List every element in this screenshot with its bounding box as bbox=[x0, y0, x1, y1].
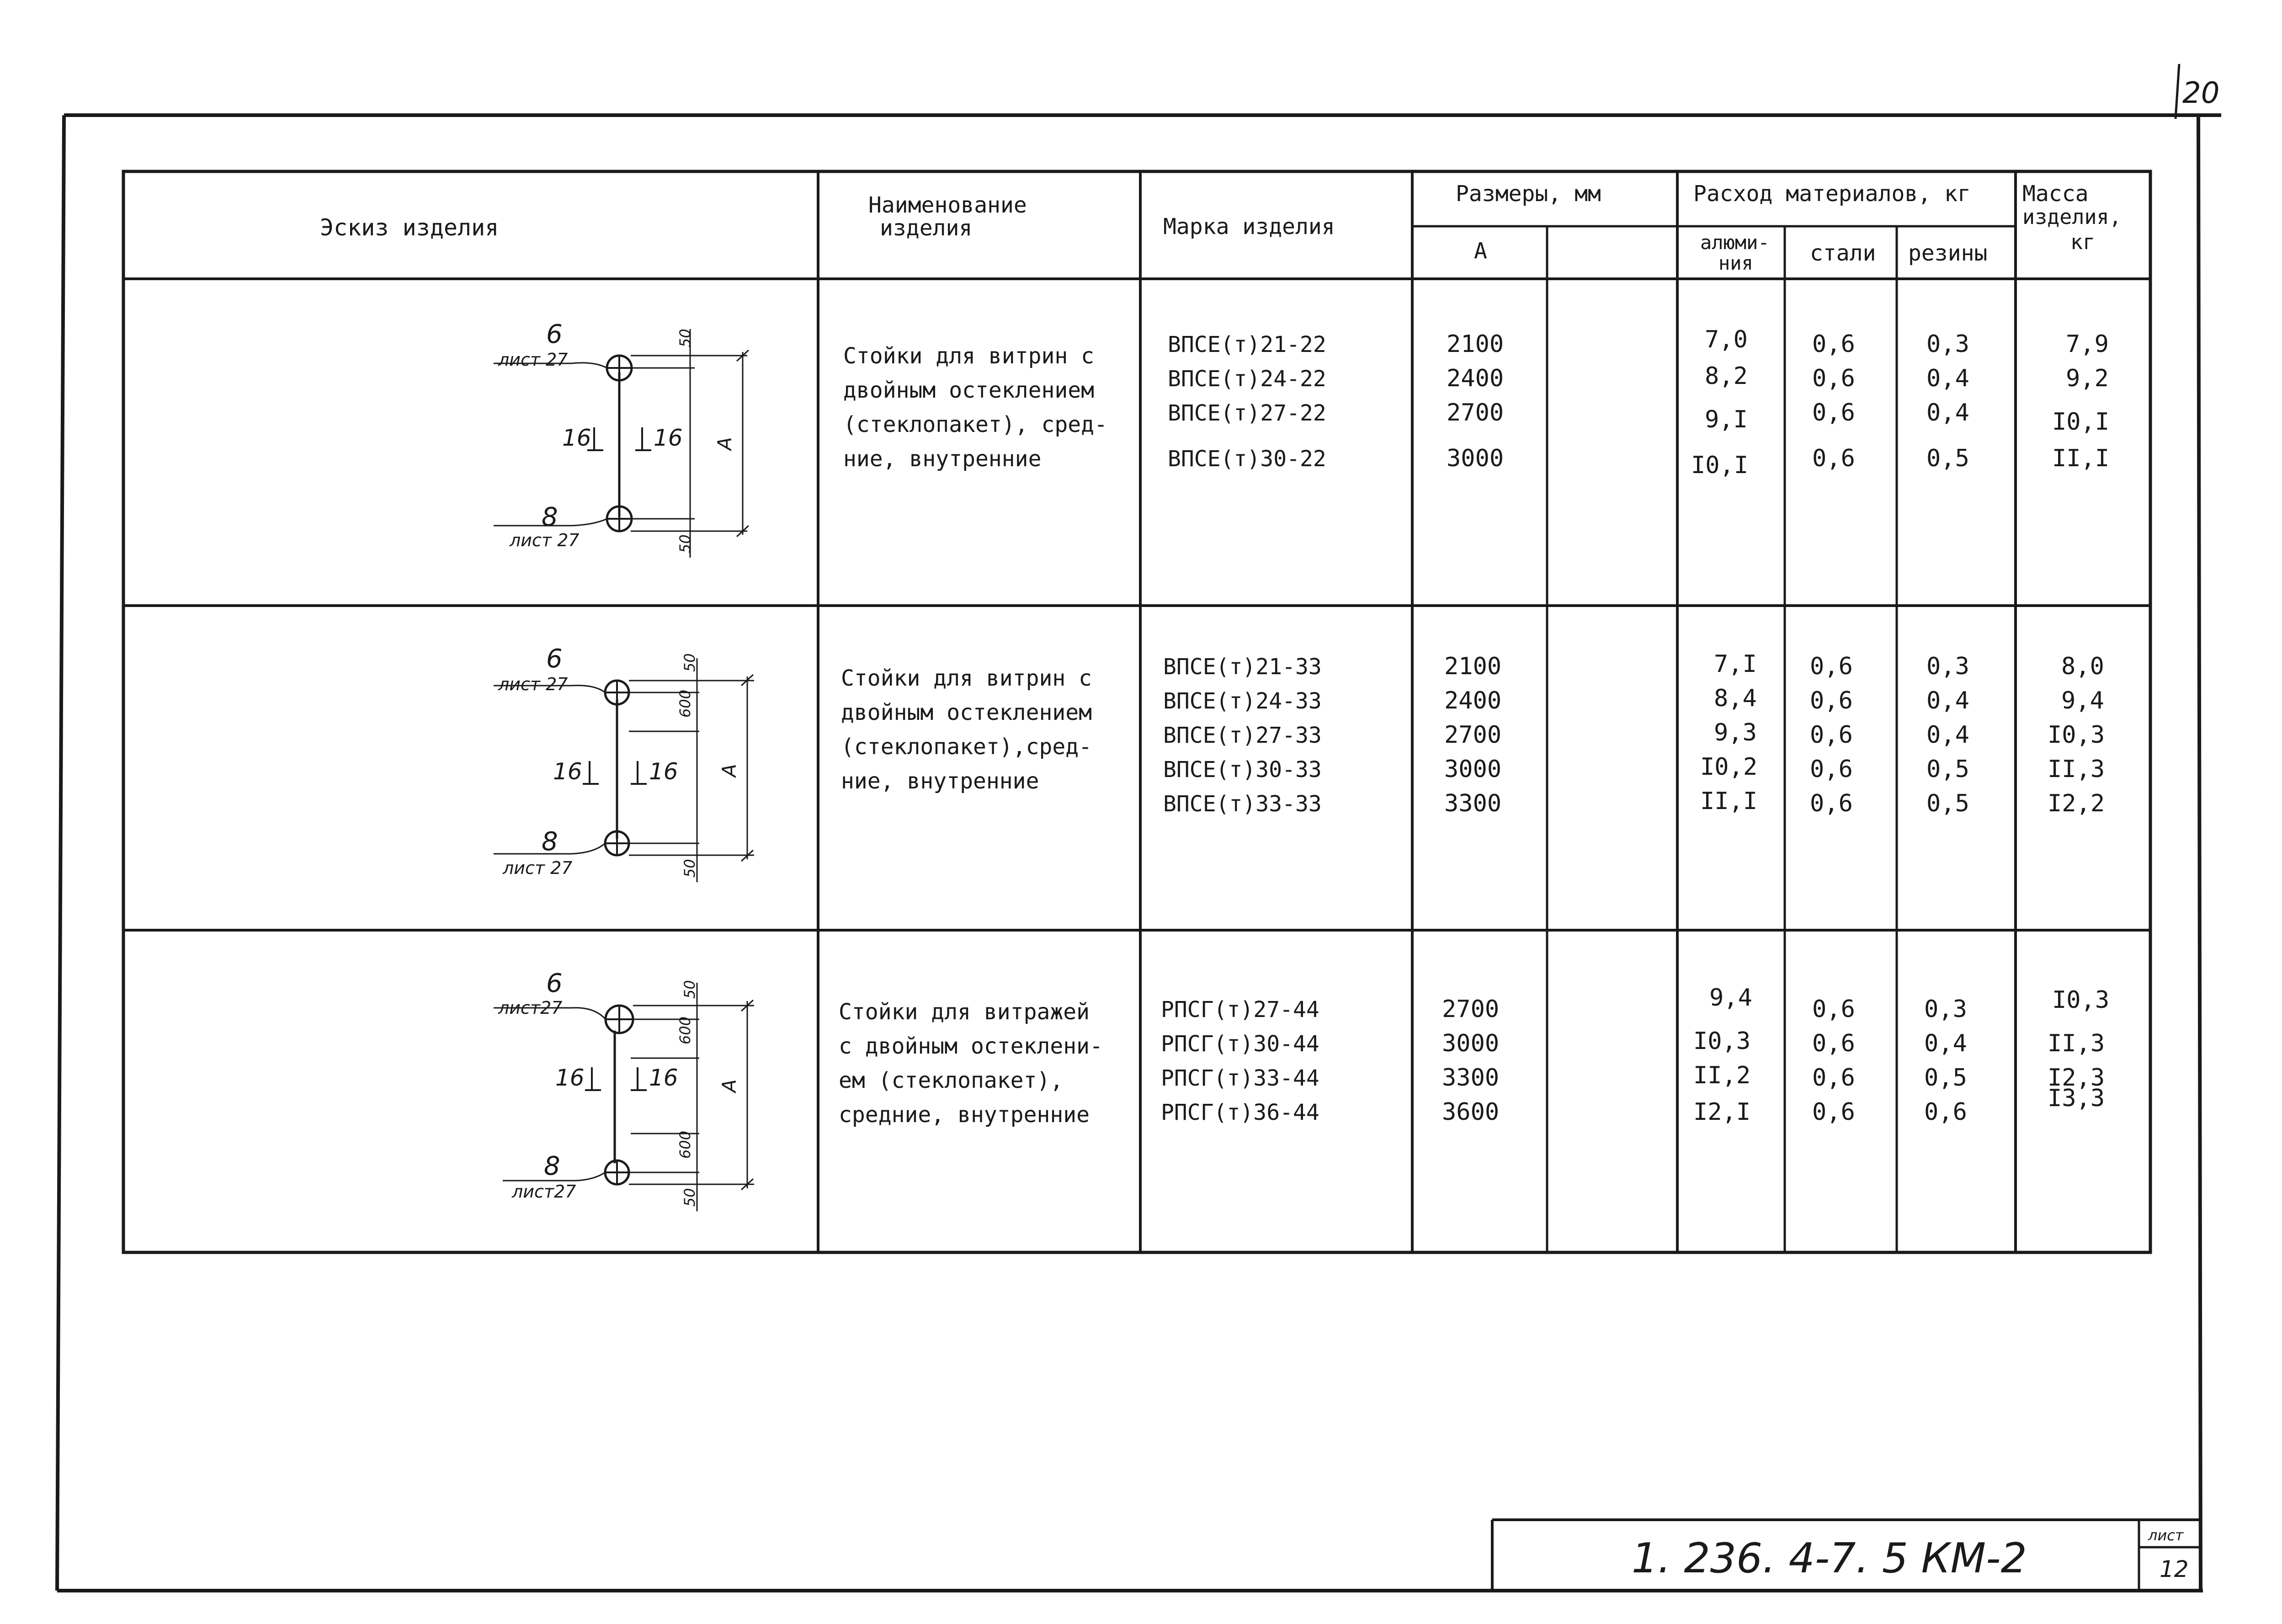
steel-cell: 0,6 bbox=[1810, 653, 1853, 680]
header-mark: Марка изделия bbox=[1163, 214, 1335, 240]
mass-cell: I0,3 bbox=[2048, 721, 2105, 749]
document-code: 1. 236. 4-7. 5 КМ-2 bbox=[1632, 1534, 2027, 1582]
sketch-top-ref: 6 bbox=[546, 969, 563, 998]
mark-cell: ВПСЕ(т)21-22 bbox=[1168, 332, 1326, 357]
mass-cell: I2,3 bbox=[2048, 1064, 2105, 1092]
sketch-dim-a: А bbox=[713, 437, 736, 450]
name-line: (стеклопакет), сред- bbox=[843, 412, 1107, 437]
alum-cell: 9,4 bbox=[1709, 984, 1752, 1012]
rubber-cell: 0,6 bbox=[1924, 1098, 1967, 1126]
header-alum-line1: алюми- bbox=[1700, 231, 1770, 254]
sheet-number: 12 bbox=[2160, 1556, 2189, 1582]
sketch-top-ref: 6 bbox=[546, 644, 563, 674]
header-size-a: А bbox=[1474, 238, 1487, 264]
steel-cell: 0,6 bbox=[1812, 399, 1855, 426]
sketch-bot-ref: 8 bbox=[542, 827, 558, 857]
sketch-bot-sheet: лист 27 bbox=[510, 530, 580, 550]
mark-cell: ВПСЕ(т)24-33 bbox=[1163, 688, 1322, 714]
alum-cell: 9,I bbox=[1705, 406, 1748, 433]
steel-cell: 0,6 bbox=[1810, 721, 1853, 749]
alum-cell: 7,I bbox=[1714, 650, 1757, 678]
name-line: Стойки для витражей bbox=[839, 999, 1090, 1025]
sketch-bot-sheet: лист 27 bbox=[503, 858, 573, 878]
sketch-top-sheet: лист 27 bbox=[498, 674, 568, 694]
rubber-cell: 0,5 bbox=[1926, 445, 1969, 472]
size-a-cell: 3300 bbox=[1442, 1064, 1500, 1092]
alum-cell: 7,0 bbox=[1705, 326, 1748, 353]
rubber-cell: 0,5 bbox=[1924, 1064, 1967, 1092]
mass-cell: II,3 bbox=[2048, 1030, 2105, 1057]
mark-cell: ВПСЕ(т)27-33 bbox=[1163, 723, 1322, 748]
mark-cell: РПСГ(т)36-44 bbox=[1161, 1100, 1319, 1125]
sketch-dim-bot: 50 bbox=[681, 1188, 698, 1207]
sketch-dim-top2: 600 bbox=[676, 1016, 694, 1044]
sketch-sec-right: 16 bbox=[654, 425, 683, 451]
rubber-cell: 0,5 bbox=[1926, 756, 1969, 783]
rubber-cell: 0,4 bbox=[1926, 365, 1969, 392]
mass-cell: I3,3 bbox=[2048, 1085, 2105, 1112]
header-name-line1: Наименование bbox=[868, 192, 1027, 218]
name-line: средние, внутренние bbox=[839, 1102, 1090, 1128]
steel-cell: 0,6 bbox=[1810, 687, 1853, 714]
sketch-top-sheet: лист27 bbox=[498, 998, 563, 1018]
alum-cell: I0,I bbox=[1691, 452, 1749, 479]
steel-cell: 0,6 bbox=[1812, 365, 1855, 392]
rubber-cell: 0,4 bbox=[1926, 721, 1969, 749]
mark-cell: ВПСЕ(т)24-22 bbox=[1168, 366, 1326, 392]
sketch-sec-right: 16 bbox=[649, 758, 678, 785]
sketch-bot-ref: 8 bbox=[544, 1151, 560, 1181]
mass-cell: 7,9 bbox=[2066, 330, 2109, 358]
size-a-cell: 2100 bbox=[1447, 330, 1504, 358]
size-a-cell: 3300 bbox=[1444, 790, 1502, 817]
sketch-row-3 bbox=[494, 969, 754, 1211]
rubber-cell: 0,3 bbox=[1924, 996, 1967, 1023]
rubber-cell: 0,5 bbox=[1926, 790, 1969, 817]
name-line: двойным остеклением bbox=[841, 700, 1092, 725]
mark-cell: ВПСЕ(т)30-33 bbox=[1163, 757, 1322, 783]
sketch-dim-bot2: 600 bbox=[676, 1130, 694, 1159]
mark-cell: ВПСЕ(т)30-22 bbox=[1168, 446, 1326, 472]
mark-cell: РПСГ(т)33-44 bbox=[1161, 1065, 1319, 1091]
size-a-cell: 2700 bbox=[1442, 996, 1500, 1023]
table-row-1 bbox=[843, 326, 2109, 479]
size-a-cell: 2700 bbox=[1447, 399, 1504, 426]
rubber-cell: 0,3 bbox=[1926, 653, 1969, 680]
name-line: ние, внутренние bbox=[841, 768, 1039, 794]
sketch-dim-bot: 50 bbox=[681, 859, 698, 878]
top-sheet-number: 20 bbox=[2182, 76, 2220, 110]
size-a-cell: 3000 bbox=[1444, 756, 1502, 783]
header-name-line2: изделия bbox=[880, 215, 973, 241]
mark-cell: РПСГ(т)30-44 bbox=[1161, 1031, 1319, 1057]
rubber-cell: 0,4 bbox=[1926, 399, 1969, 426]
name-line: ние, внутренние bbox=[843, 446, 1042, 472]
header-mass-line2: изделия, bbox=[2022, 205, 2122, 229]
sketch-dim-bot: 50 bbox=[676, 534, 694, 553]
steel-cell: 0,6 bbox=[1812, 1064, 1855, 1092]
header-sizes: Размеры, мм bbox=[1456, 181, 1601, 207]
rubber-cell: 0,3 bbox=[1926, 330, 1969, 358]
steel-cell: 0,6 bbox=[1812, 1098, 1855, 1126]
size-a-cell: 2400 bbox=[1447, 365, 1504, 392]
size-a-cell: 2400 bbox=[1444, 687, 1502, 714]
rubber-cell: 0,4 bbox=[1926, 687, 1969, 714]
sketch-row-2 bbox=[494, 644, 754, 882]
sheet-label: лист bbox=[2148, 1527, 2184, 1544]
mass-cell: 8,0 bbox=[2061, 653, 2104, 680]
alum-cell: II,2 bbox=[1693, 1062, 1751, 1089]
sketch-dim-top2: 600 bbox=[676, 689, 694, 718]
sketch-dim-top: 50 bbox=[681, 653, 698, 672]
alum-cell: I0,3 bbox=[1693, 1028, 1751, 1055]
mass-cell: II,I bbox=[2052, 445, 2110, 472]
sketch-sec-left: 16 bbox=[555, 1065, 585, 1091]
rubber-cell: 0,4 bbox=[1924, 1030, 1967, 1057]
alum-cell: I2,I bbox=[1693, 1098, 1751, 1126]
sketch-top-ref: 6 bbox=[546, 319, 563, 349]
size-a-cell: 3600 bbox=[1442, 1098, 1500, 1126]
sketch-bot-ref: 8 bbox=[542, 502, 558, 532]
header-consumption: Расход материалов, кг bbox=[1693, 181, 1971, 207]
steel-cell: 0,6 bbox=[1812, 996, 1855, 1023]
sketch-row-1 bbox=[494, 319, 749, 558]
header-mass-line3: кг bbox=[2070, 230, 2096, 254]
mass-cell: 9,2 bbox=[2066, 365, 2109, 392]
alum-cell: 9,3 bbox=[1714, 719, 1757, 746]
steel-cell: 0,6 bbox=[1810, 790, 1853, 817]
size-a-cell: 3000 bbox=[1442, 1030, 1500, 1057]
size-a-cell: 2100 bbox=[1444, 653, 1502, 680]
name-line: Стойки для витрин с bbox=[841, 666, 1092, 691]
name-line: с двойным остеклени- bbox=[839, 1033, 1103, 1059]
sketch-sec-left: 16 bbox=[562, 425, 591, 451]
name-line: двойным остеклением bbox=[843, 378, 1095, 403]
header-steel: стали bbox=[1810, 240, 1876, 266]
mass-cell: I0,I bbox=[2052, 408, 2110, 436]
alum-cell: 8,2 bbox=[1705, 362, 1748, 390]
steel-cell: 0,6 bbox=[1810, 756, 1853, 783]
mass-cell: 9,4 bbox=[2061, 687, 2104, 714]
steel-cell: 0,6 bbox=[1812, 445, 1855, 472]
size-a-cell: 2700 bbox=[1444, 721, 1502, 749]
sketch-sec-left: 16 bbox=[553, 758, 582, 785]
sketch-dim-a: А bbox=[718, 1079, 740, 1092]
size-a-cell: 3000 bbox=[1447, 445, 1504, 472]
table-row-2 bbox=[841, 650, 2105, 817]
sketch-dim-top: 50 bbox=[676, 329, 694, 347]
steel-cell: 0,6 bbox=[1812, 330, 1855, 358]
table-header bbox=[320, 181, 2122, 274]
alum-cell: I0,2 bbox=[1700, 753, 1758, 781]
sketch-dim-top: 50 bbox=[681, 980, 698, 999]
title-block bbox=[1492, 1520, 2201, 1591]
mark-cell: ВПСЕ(т)21-33 bbox=[1163, 654, 1322, 680]
header-mass-line1: Масса bbox=[2022, 181, 2089, 207]
mass-cell: II,3 bbox=[2048, 756, 2105, 783]
sketch-sec-right: 16 bbox=[649, 1065, 678, 1091]
mark-cell: ВПСЕ(т)27-22 bbox=[1168, 400, 1326, 426]
mark-cell: РПСГ(т)27-44 bbox=[1161, 997, 1319, 1022]
table-row-3 bbox=[839, 984, 2109, 1128]
sketch-dim-a: А bbox=[718, 764, 740, 777]
sketch-top-sheet: лист 27 bbox=[498, 350, 568, 370]
mass-cell: I2,2 bbox=[2048, 790, 2105, 817]
steel-cell: 0,6 bbox=[1812, 1030, 1855, 1057]
mark-cell: ВПСЕ(т)33-33 bbox=[1163, 791, 1322, 817]
name-line: (стеклопакет),сред- bbox=[841, 734, 1092, 760]
name-line: Стойки для витрин с bbox=[843, 343, 1095, 369]
name-line: ем (стеклопакет), bbox=[839, 1068, 1064, 1093]
alum-cell: 8,4 bbox=[1714, 685, 1757, 712]
header-sketch: Эскиз изделия bbox=[320, 214, 499, 241]
header-rubber: резины bbox=[1908, 240, 1988, 266]
mass-cell: I0,3 bbox=[2052, 986, 2110, 1014]
header-alum-line2: ния bbox=[1718, 252, 1753, 274]
alum-cell: II,I bbox=[1700, 788, 1758, 815]
sketch-bot-sheet: лист27 bbox=[512, 1182, 576, 1202]
